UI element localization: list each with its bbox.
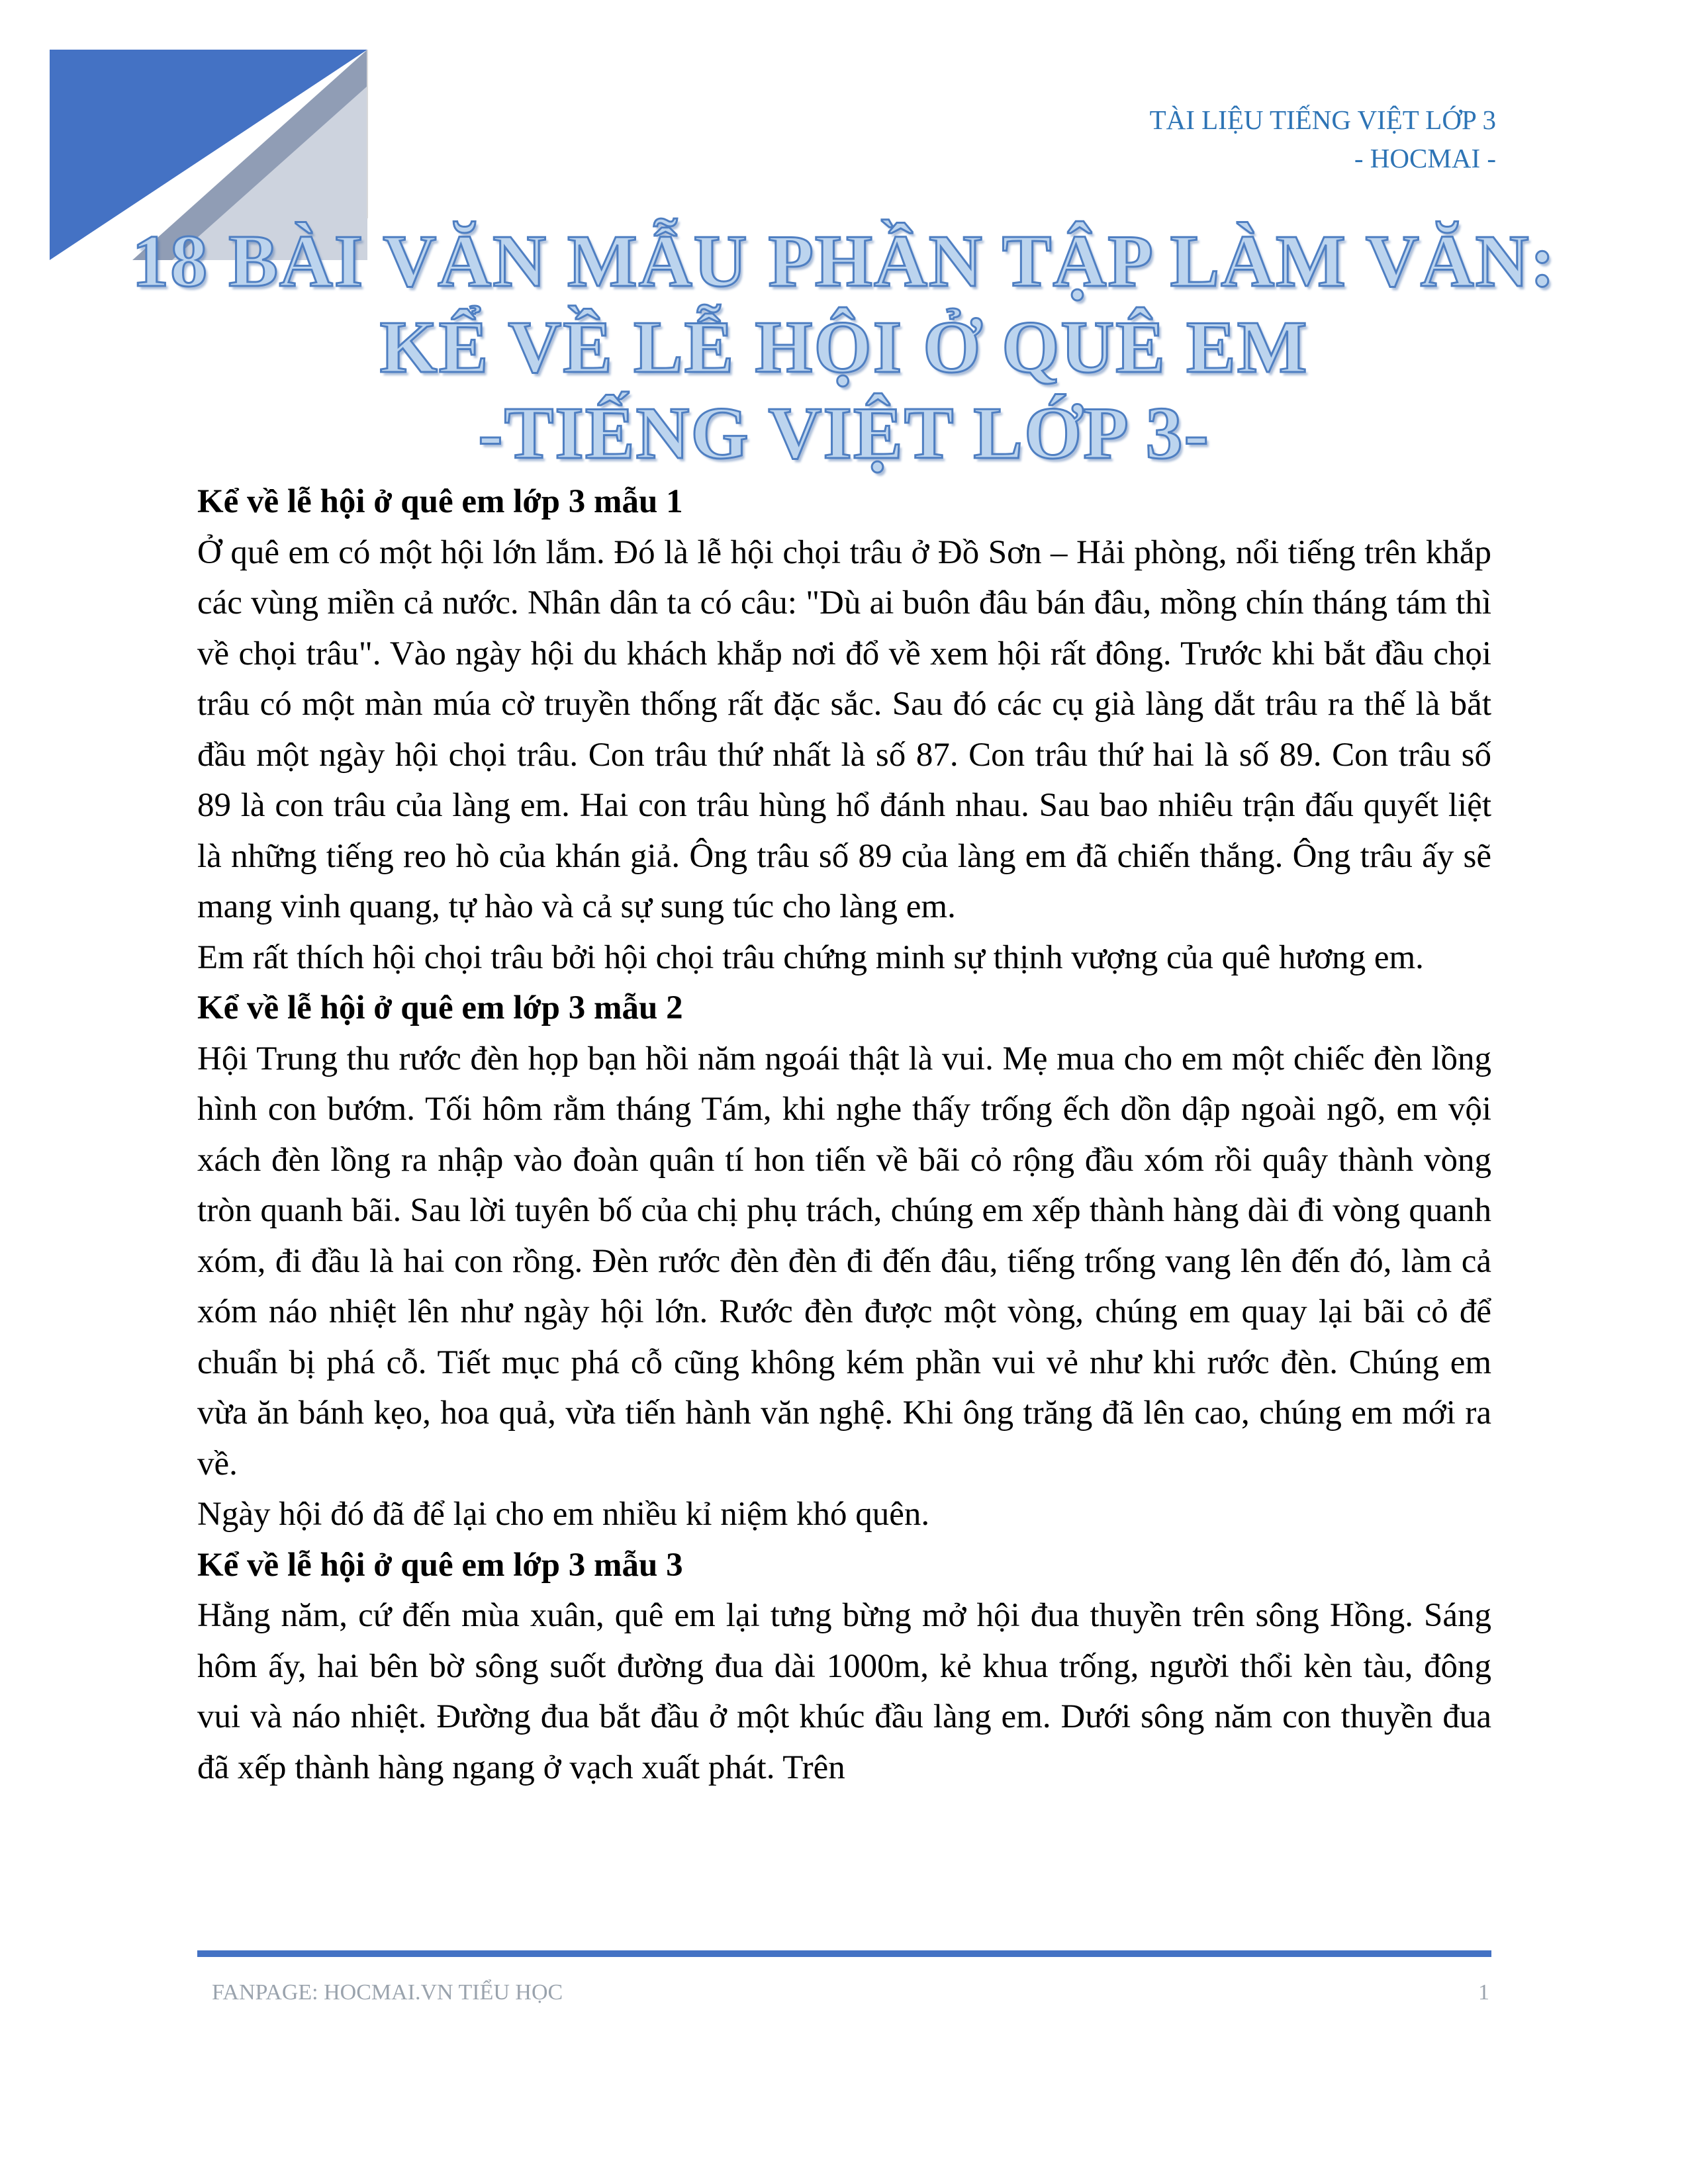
document-title bbox=[0, 218, 1688, 477]
section-heading: Kể về lễ hội ở quê em lớp 3 mẫu 3 bbox=[197, 1546, 683, 1584]
paragraph: Hằng năm, cứ đến mùa xuân, quê em lại tưng bừng mở hội đua thuyền trên sông Hồng. Sáng hôm ấy, hai bên bờ sông suốt đường đua dài 1000m, kẻ khua trống, người thổi kèn tàu, đông vui và náo nhiệt. Đường đua bắt đầu ở một khúc đầu làng em. Dưới sông năm con thuyền đua đã xếp thành hàng ngang ở vạch xuất phát. Trên bbox=[197, 1597, 1491, 1786]
essay-section-1 bbox=[197, 477, 1491, 983]
essay-section-3 bbox=[197, 1540, 1491, 1794]
section-heading: Kể về lễ hội ở quê em lớp 3 mẫu 1 bbox=[197, 483, 683, 520]
title-line-1: 18 BÀI VĂN MẪU PHẦN TẬP LÀM VĂN: bbox=[132, 220, 1556, 302]
document-header bbox=[1150, 101, 1496, 177]
header-line-1: TÀI LIỆU TIẾNG VIỆT LỚP 3 bbox=[1149, 105, 1496, 135]
document-body bbox=[197, 477, 1491, 1793]
title-line-2: KỂ VỀ LỄ HỘI Ở QUÊ EM bbox=[379, 306, 1309, 388]
paragraph: Em rất thích hội chọi trâu bởi hội chọi trâu chứng minh sự thịnh vượng của quê hương em. bbox=[197, 938, 1424, 976]
paragraph: Ngày hội đó đã để lại cho em nhiều kỉ niệm khó quên. bbox=[197, 1496, 930, 1533]
paragraph: Ở quê em có một hội lớn lắm. Đó là lễ hội chọi trâu ở Đồ Sơn – Hải phòng, nổi tiếng trên khắp các vùng miền cả nước. Nhân dân ta có câu: "Dù ai buôn đâu bán đâu, mồng chín tháng tám thì về chọi trâu". Vào ngày hội du khách khắp nơi đổ về xem hội rất đông. Trước khi bắt đầu chọi trâu có một màn múa cờ truyền thống rất đặc sắc. Sau đó các cụ già làng dắt trâu ra thế là bắt đầu một ngày hội chọi trâu. Con trâu thứ nhất là số 87. Con trâu thứ hai là số 89. Con trâu số 89 là con trâu của làng em. Hai con trâu hùng hổ đánh nhau. Sau bao nhiêu trận đấu quyết liệt là những tiếng reo hò của khán giả. Ông trâu số 89 của làng em đã chiến thắng. Ông trâu ấy sẽ mang vinh quang, tự hào và cả sự sung túc cho làng em. bbox=[197, 533, 1491, 925]
footer-fanpage: FANPAGE: HOCMAI.VN TIỂU HỌC bbox=[212, 1980, 563, 2005]
footer-divider bbox=[197, 1950, 1491, 1957]
title-line-3: -TIẾNG VIỆT LỚP 3- bbox=[478, 392, 1210, 475]
page-number: 1 bbox=[1478, 1980, 1489, 2005]
paragraph: Hội Trung thu rước đèn họp bạn hồi năm ngoái thật là vui. Mẹ mua cho em một chiếc đèn lồng hình con bướm. Tối hôm rằm tháng Tám, khi nghe thấy trống ếch dồn dập ngoài ngõ, em vội xách đèn lồng ra nhập vào đoàn quân tí hon tiến về bãi cỏ rộng đầu xóm rồi quây thành vòng tròn quanh bãi. Sau lời tuyên bố của chị phụ trách, chúng em xếp thành hàng dài đi vòng quanh xóm, đi đầu là hai con rồng. Đèn rước đèn đèn đi đến đâu, tiếng trống vang lên đến đó, làm cả xóm náo nhiệt lên như ngày hội lớn. Rước đèn được một vòng, chúng em quay lại bãi cỏ để chuẩn bị phá cỗ. Tiết mục phá cỗ cũng không kém phần vui vẻ như khi rước đèn. Chúng em vừa ăn bánh kẹo, hoa quả, vừa tiến hành văn nghệ. Khi ông trăng đã lên cao, chúng em mới ra về. bbox=[197, 1040, 1491, 1482]
essay-section-2 bbox=[197, 983, 1491, 1540]
header-line-2: - HOCMAI - bbox=[1354, 143, 1496, 173]
section-heading: Kể về lễ hội ở quê em lớp 3 mẫu 2 bbox=[197, 989, 683, 1026]
